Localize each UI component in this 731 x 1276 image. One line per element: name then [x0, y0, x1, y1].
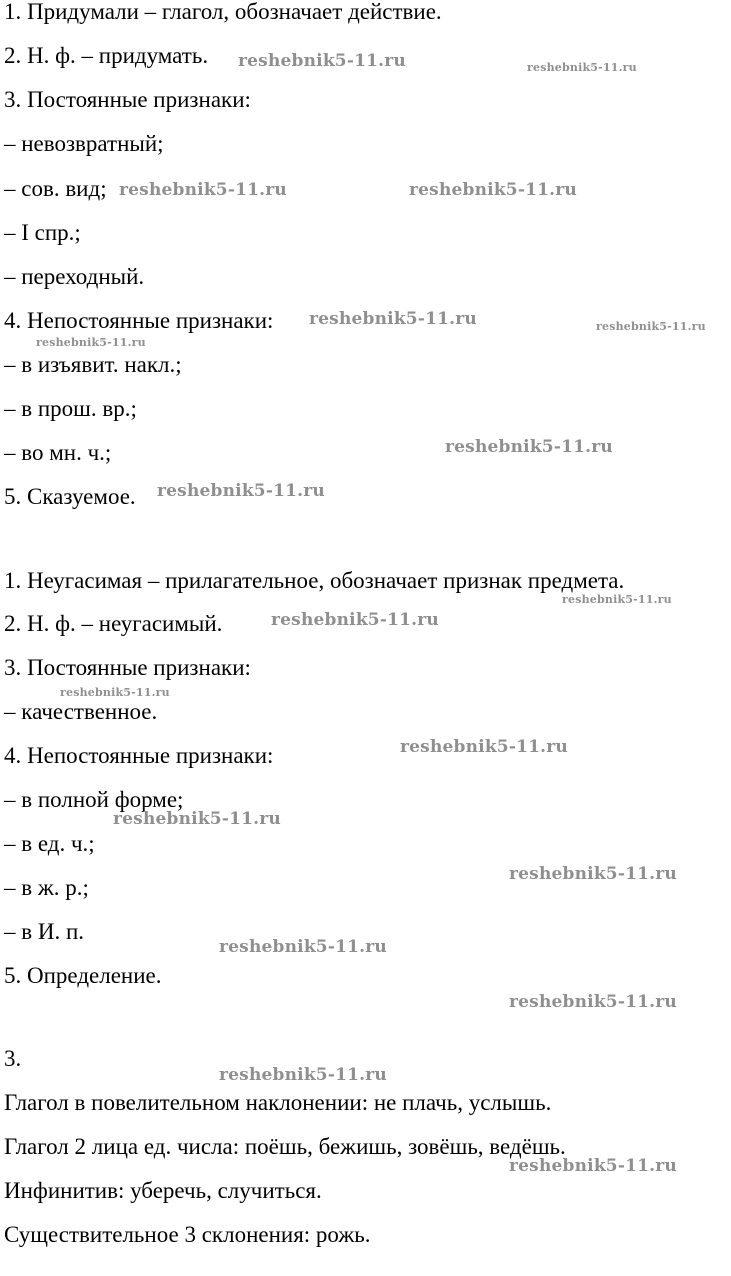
- text-line: 5. Определение.: [4, 963, 162, 988]
- watermark: reshebnik5-11.ru: [400, 737, 568, 757]
- text-line: Инфинитив: уберечь, случиться.: [4, 1178, 322, 1203]
- watermark: reshebnik5-11.ru: [527, 61, 637, 74]
- watermark: reshebnik5-11.ru: [271, 610, 439, 630]
- text-line: Глагол в повелительном наклонении: не плачь, услышь.: [4, 1090, 552, 1115]
- text-line: – в изъявит. накл.;: [4, 352, 182, 377]
- watermark: reshebnik5-11.ru: [509, 992, 677, 1012]
- text-line: – во мн. ч.;: [4, 440, 112, 465]
- text-line: – в ж. р.;: [4, 875, 89, 900]
- text-line: 1. Придумали – глагол, обозначает действие.: [4, 0, 442, 24]
- text-line: – качественное.: [4, 699, 158, 724]
- watermark: reshebnik5-11.ru: [60, 686, 170, 699]
- watermark: reshebnik5-11.ru: [562, 593, 672, 606]
- text-line: – в И. п.: [4, 919, 85, 944]
- watermark: reshebnik5-11.ru: [113, 809, 281, 829]
- text-line: Существительное 3 склонения: рожь.: [4, 1222, 371, 1247]
- watermark: reshebnik5-11.ru: [309, 309, 477, 329]
- text-line: 3. Постоянные признаки:: [4, 87, 251, 112]
- watermark: reshebnik5-11.ru: [409, 180, 577, 200]
- watermark: reshebnik5-11.ru: [238, 51, 406, 71]
- text-line: 4. Непостоянные признаки:: [4, 308, 274, 333]
- text-line: 4. Непостоянные признаки:: [4, 743, 274, 768]
- watermark: reshebnik5-11.ru: [219, 937, 387, 957]
- text-line: 5. Сказуемое.: [4, 484, 136, 509]
- text-line: – I спр.;: [4, 220, 81, 245]
- text-line: 2. Н. ф. – неугасимый.: [4, 611, 223, 636]
- watermark: reshebnik5-11.ru: [36, 336, 146, 349]
- text-line: – невозвратный;: [4, 131, 164, 156]
- text-line: 3. Постоянные признаки:: [4, 655, 251, 680]
- watermark: reshebnik5-11.ru: [445, 437, 613, 457]
- watermark: reshebnik5-11.ru: [509, 864, 677, 884]
- text-line: – переходный.: [4, 264, 145, 289]
- watermark: reshebnik5-11.ru: [219, 1065, 387, 1085]
- watermark: reshebnik5-11.ru: [596, 320, 706, 333]
- text-line: 1. Неугасимая – прилагательное, обозначает признак предмета.: [4, 568, 625, 593]
- text-line: – в ед. ч.;: [4, 831, 95, 856]
- text-line: – в полной форме;: [4, 787, 184, 812]
- text-line: 2. Н. ф. – придумать.: [4, 43, 209, 68]
- watermark: reshebnik5-11.ru: [119, 180, 287, 200]
- watermark: reshebnik5-11.ru: [509, 1156, 677, 1176]
- text-line: Глагол 2 лица ед. числа: поёшь, бежишь, зовёшь, ведёшь.: [4, 1134, 566, 1159]
- text-line: – в прош. вр.;: [4, 396, 137, 421]
- text-line: 3.: [4, 1046, 22, 1071]
- text-line: – сов. вид;: [4, 176, 107, 201]
- watermark: reshebnik5-11.ru: [157, 481, 325, 501]
